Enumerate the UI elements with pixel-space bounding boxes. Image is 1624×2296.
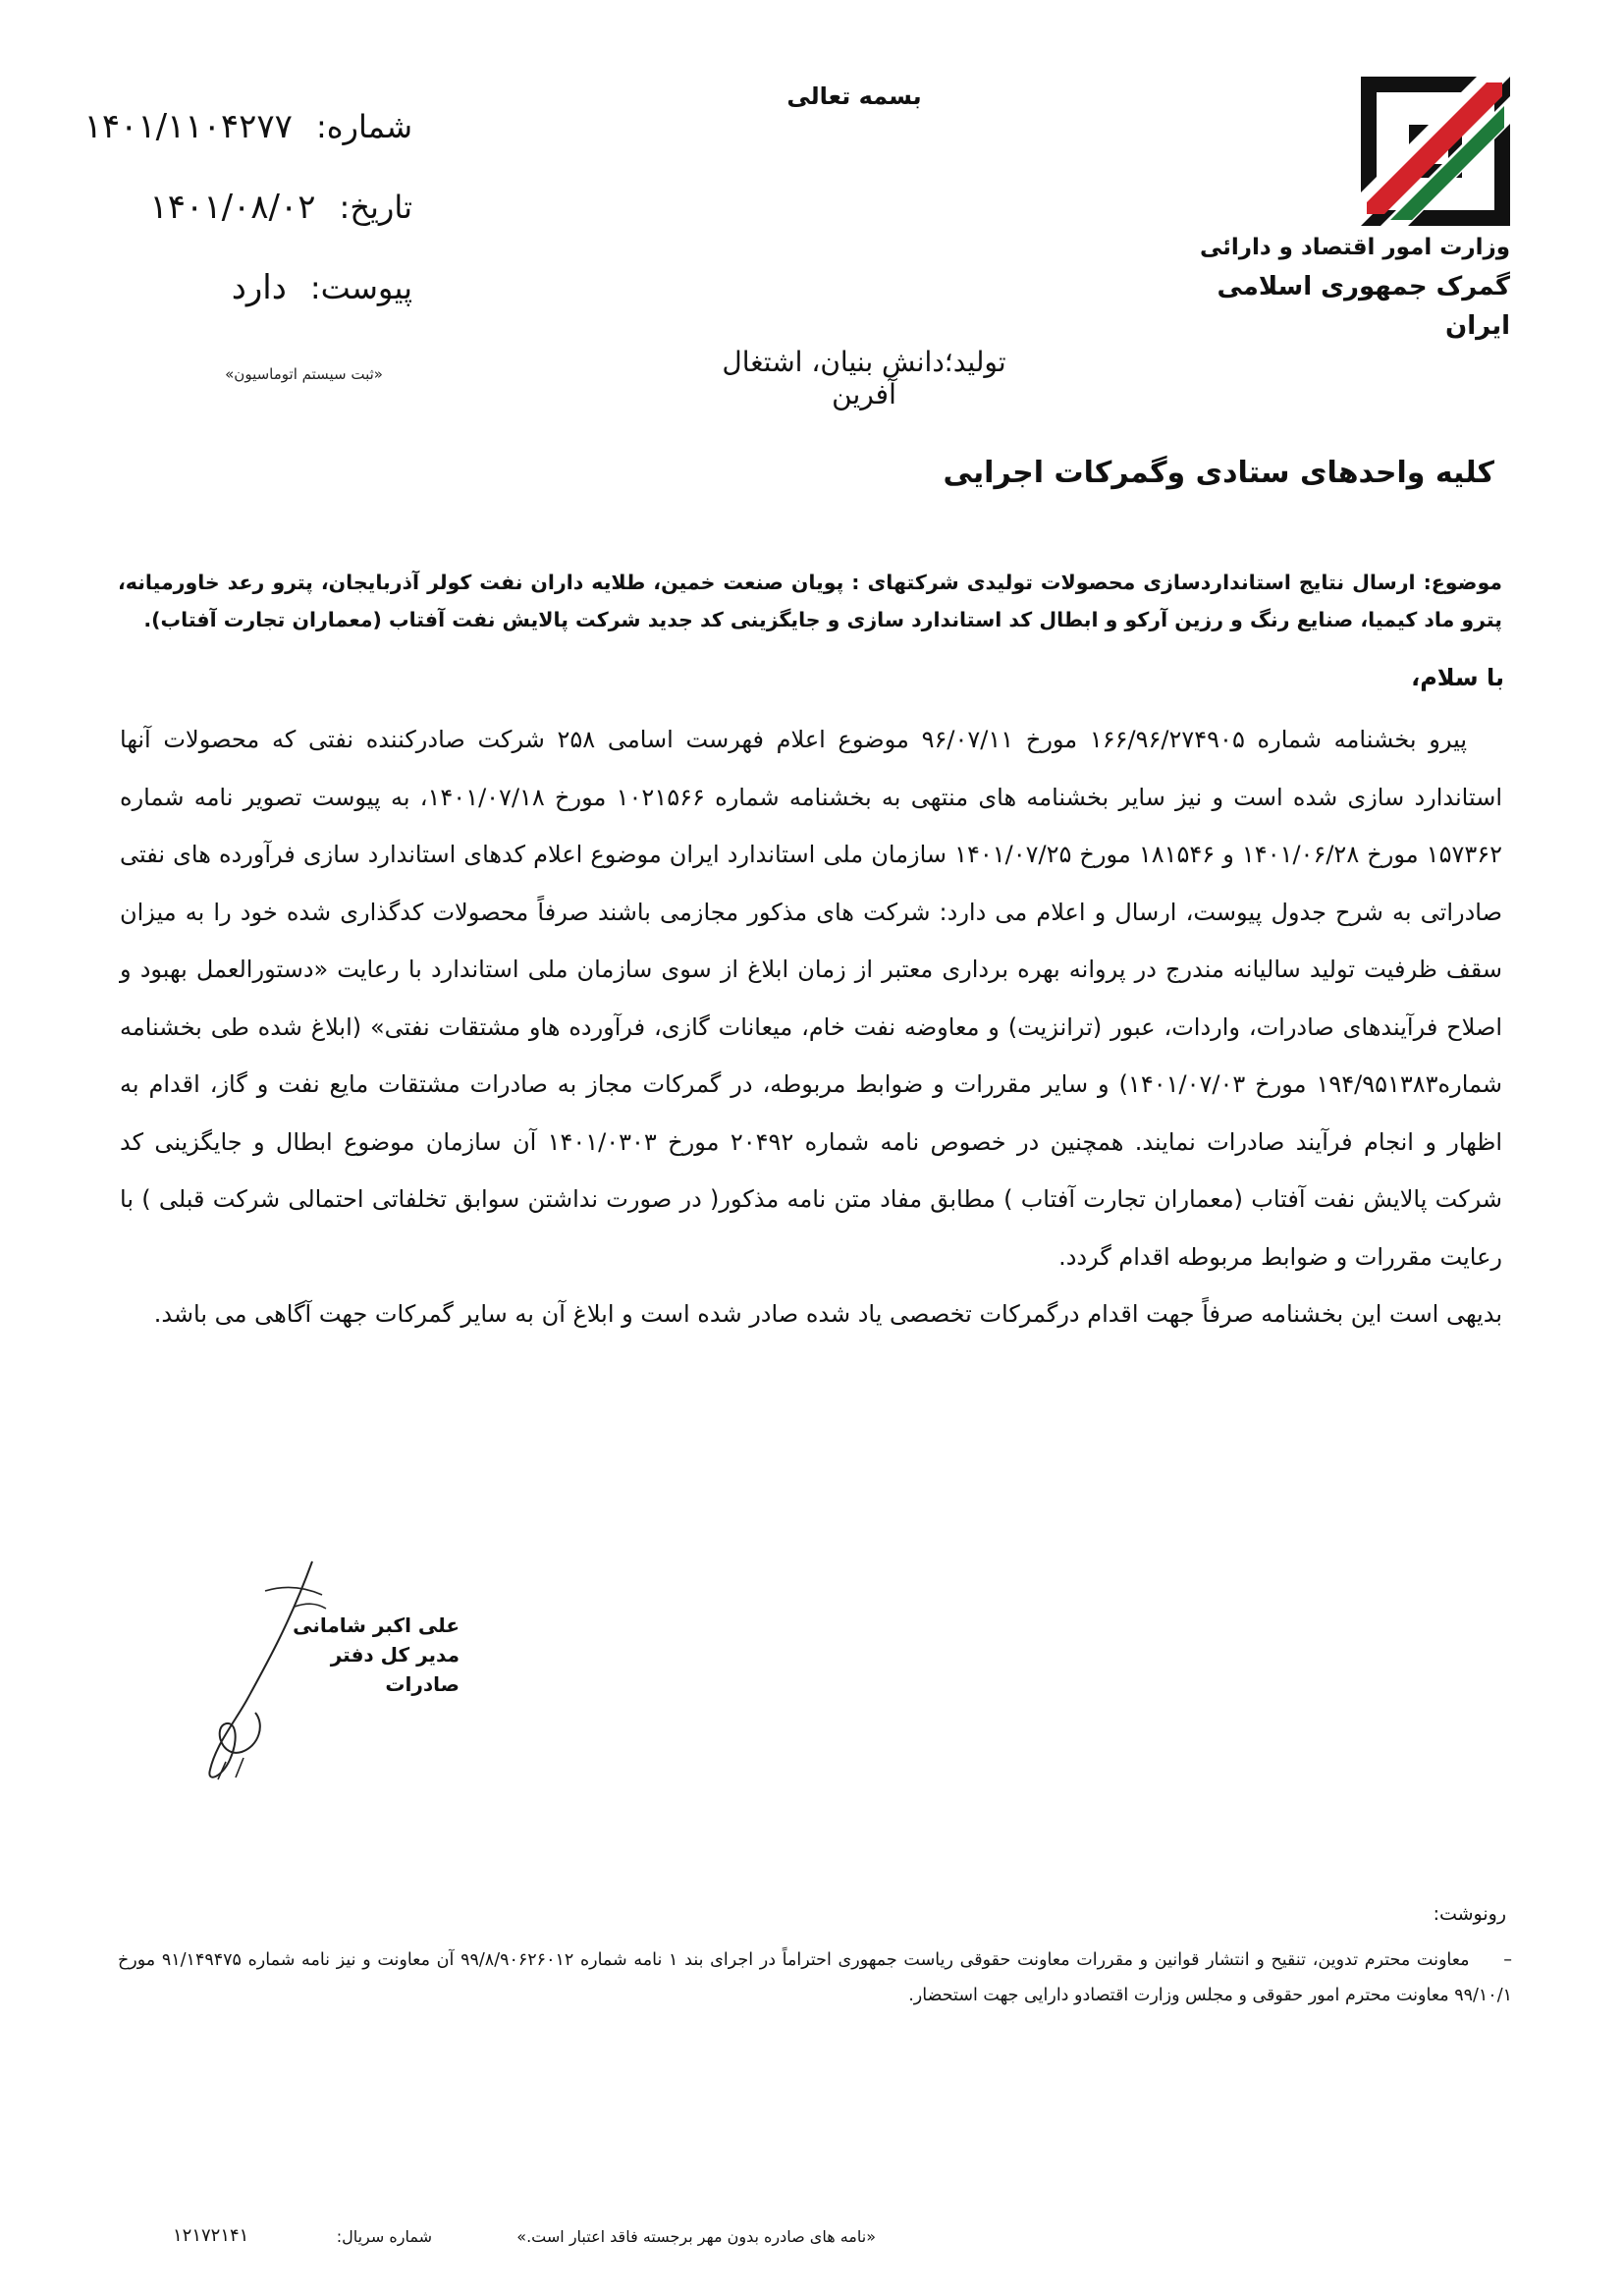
body-paragraph-2: بدیهی است این بخشنامه صرفاً جهت اقدام درگمرکات تخصصی یاد شده صادر شده است و ابلاغ آن به سایر گمرکات جهت آگاهی می باشد. — [153, 1300, 1502, 1328]
subject-line: موضوع: ارسال نتایج استانداردسازی محصولات تولیدی شرکتهای : پویان صنعت خمین، طلایه داران نفت کولر آذربایجان، پترو رعد خاورمیانه، پترو ماد کیمیا، صنایع رنگ و رزین آرکو و ابطال کد استاندارد سازی و جایگزینی کد جدید شرکت پالایش نفت آفتاب (معماران تجارت آفتاب). — [118, 571, 1502, 631]
letter-meta — [59, 86, 412, 328]
letter-number-row — [59, 86, 412, 167]
letter-attachment-value: دارد — [231, 268, 287, 307]
cc-dash: – — [1503, 1950, 1512, 1970]
serial-label: شماره سریال: — [336, 2227, 432, 2246]
signer-title: مدیر کل دفتر صادرات — [330, 1643, 460, 1696]
bismillah-heading: بسمه تعالی — [786, 82, 922, 110]
signer-name: علی اکبر شامانی — [293, 1613, 460, 1637]
validity-note: «نامه های صادره بدون مهر برجسته فاقد اعتبار است.» — [516, 2227, 876, 2246]
letter-number-label: شماره: — [315, 108, 412, 145]
letter-date-value: ۱۴۰۱/۰۸/۰۲ — [149, 188, 316, 227]
ministry-block — [1186, 228, 1510, 346]
customs-logo-icon — [1361, 77, 1510, 226]
body-paragraph-1: پیرو بخشنامه شماره ۱۶۶/۹۶/۲۷۴۹۰۵ مورخ ۹۶/۰۷/۱۱ موضوع اعلام فهرست اسامی ۲۵۸ شرکت صادرکننده نفتی که محصولات آنها استاندارد سازی شده است و نیز سایر بخشنامه های منتهی به بخشنامه شماره ۱۰۲۱۵۶۶ مورخ ۱۴۰۱/۰۷/۱۸، به پیوست تصویر نامه شماره ۱۵۷۳۶۲ مورخ ۱۴۰۱/۰۶/۲۸ و ۱۸۱۵۴۶ مورخ ۱۴۰۱/۰۷/۲۵ سازمان ملی استاندارد ایران موضوع اعلام کدهای استاندارد سازی فرآورده های نفتی صادراتی به شرح جدول پیوست، ارسال و اعلام می دارد: شرکت های مذکور مجازمی باشند صرفاً محصولات کدگذاری شده خود را به میزان سقف ظرفیت تولید سالیانه مندرج در پروانه بهره برداری معتبر از زمان ابلاغ از سوی سازمان ملی استاندارد با رعایت «دستورالعمل بهبود و اصلاح فرآیندهای صادرات، واردات، عبور (ترانزیت) و معاوضه نفت خام، میعانات گازی، فرآورده هاو مشتقات نفتی» (ابلاغ شده طی بخشنامه شماره۱۹۴/۹۵۱۳۸۳ مورخ ۱۴۰۱/۰۷/۰۳) و سایر مقررات و ضوابط مربوطه، در گمرکات مجاز به صادرات مشتقات مایع نفت و گاز، اقدام به اظهار و انجام فرآیند صادرات نمایند. همچنین در خصوص نامه شماره ۲۰۴۹۲ مورخ ۱۴۰۱/۰۳۰۳ آن سازمان موضوع ابطال و جایگزینی کد شرکت پالایش نفت آفتاب (معماران تجارت آفتاب ) مطابق مفاد متن نامه مذکور( در صورت نداشتن سوابق تخلفاتی احتمالی شرکت قبلی ) با رعایت مقررات و ضوابط مربوطه اقدام گردد. — [120, 726, 1503, 1271]
year-slogan: تولید؛دانش بنیان، اشتغال آفرین — [722, 346, 1006, 410]
letter-number-value: ۱۴۰۱/۱۱۰۴۲۷۷ — [83, 107, 293, 146]
cc-item — [118, 1942, 1512, 2013]
ministry-name: وزارت امور اقتصاد و دارائی — [1199, 235, 1510, 260]
customs-name: گمرک جمهوری اسلامی ایران — [1217, 272, 1510, 341]
letter-attachment-label: پیوست: — [309, 269, 412, 306]
signer-block — [263, 1611, 460, 1699]
automation-note: «ثبت سیستم اتوماسیون» — [225, 365, 383, 383]
letter-body — [120, 711, 1502, 1343]
letter-date-row — [59, 167, 412, 247]
cc-item-text: معاونت محترم تدوین، تنقیح و انتشار قوانین و مقررات معاونت حقوقی ریاست جمهوری احتراماً در اجرای بند ۱ نامه شماره ۹۹/۸/۹۰۶۲۶۰۱۲ آن معاونت و نیز نامه شماره ۹۱/۱۴۹۴۷۵ مورخ ۹۹/۱۰/۱ معاونت محترم امور حقوقی و مجلس وزارت اقتصادو دارایی جهت استحضار. — [118, 1950, 1512, 2005]
recipient-heading: کلیه واحدهای ستادی وگمرکات اجرایی — [943, 456, 1494, 490]
letter-date-label: تاریخ: — [339, 189, 412, 226]
cc-label: رونوشت: — [1433, 1903, 1506, 1925]
letter-attachment-row — [59, 247, 412, 328]
serial-value: ۱۲۱۷۲۱۴۱ — [173, 2225, 249, 2246]
greeting: با سلام، — [1411, 664, 1504, 691]
